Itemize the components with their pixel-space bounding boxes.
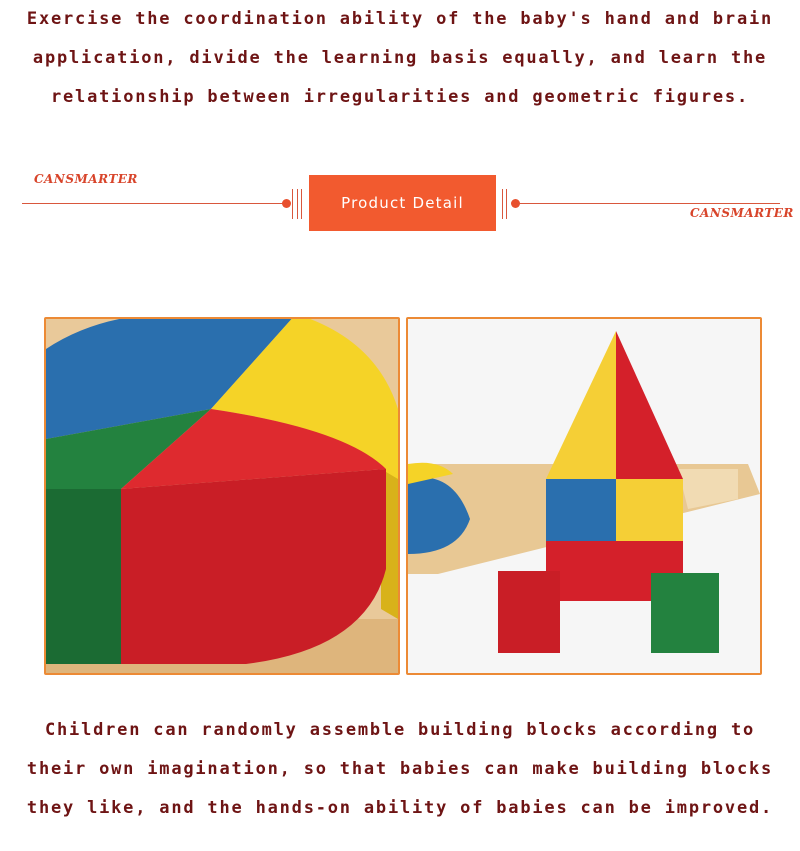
divider-tick: [502, 189, 503, 219]
intro-text: [0, 0, 800, 117]
divider-line-left: [22, 203, 284, 204]
divider-dot-left: [282, 199, 291, 208]
outro-text: [0, 711, 800, 828]
intro-line: Exercise the coordination ability of the baby's hand and brain: [26, 9, 774, 29]
outro-line: Children can randomly assemble building blocks according to: [44, 720, 756, 740]
intro-line: relationship between irregularities and geometric figures.: [50, 87, 750, 107]
brand-logo-left: CANSMARTER: [34, 172, 138, 186]
product-photo-building-blocks: [406, 317, 762, 675]
divider-tick: [506, 189, 507, 219]
circle-puzzle-illustration: [46, 319, 398, 673]
divider-tick: [301, 189, 302, 219]
product-photo-circle-puzzle: [44, 317, 400, 675]
product-detail-banner: Product Detail: [309, 175, 496, 231]
outro-line: their own imagination, so that babies can make building blocks: [26, 759, 774, 779]
building-blocks-illustration: [408, 319, 760, 673]
divider-tick: [297, 189, 298, 219]
outro-line: they like, and the hands-on ability of babies can be improved.: [26, 798, 774, 818]
brand-logo-right: CANSMARTER: [690, 206, 794, 220]
divider-line-right: [518, 203, 780, 204]
intro-line: application, divide the learning basis equally, and learn the: [32, 48, 768, 68]
divider-tick: [292, 189, 293, 219]
